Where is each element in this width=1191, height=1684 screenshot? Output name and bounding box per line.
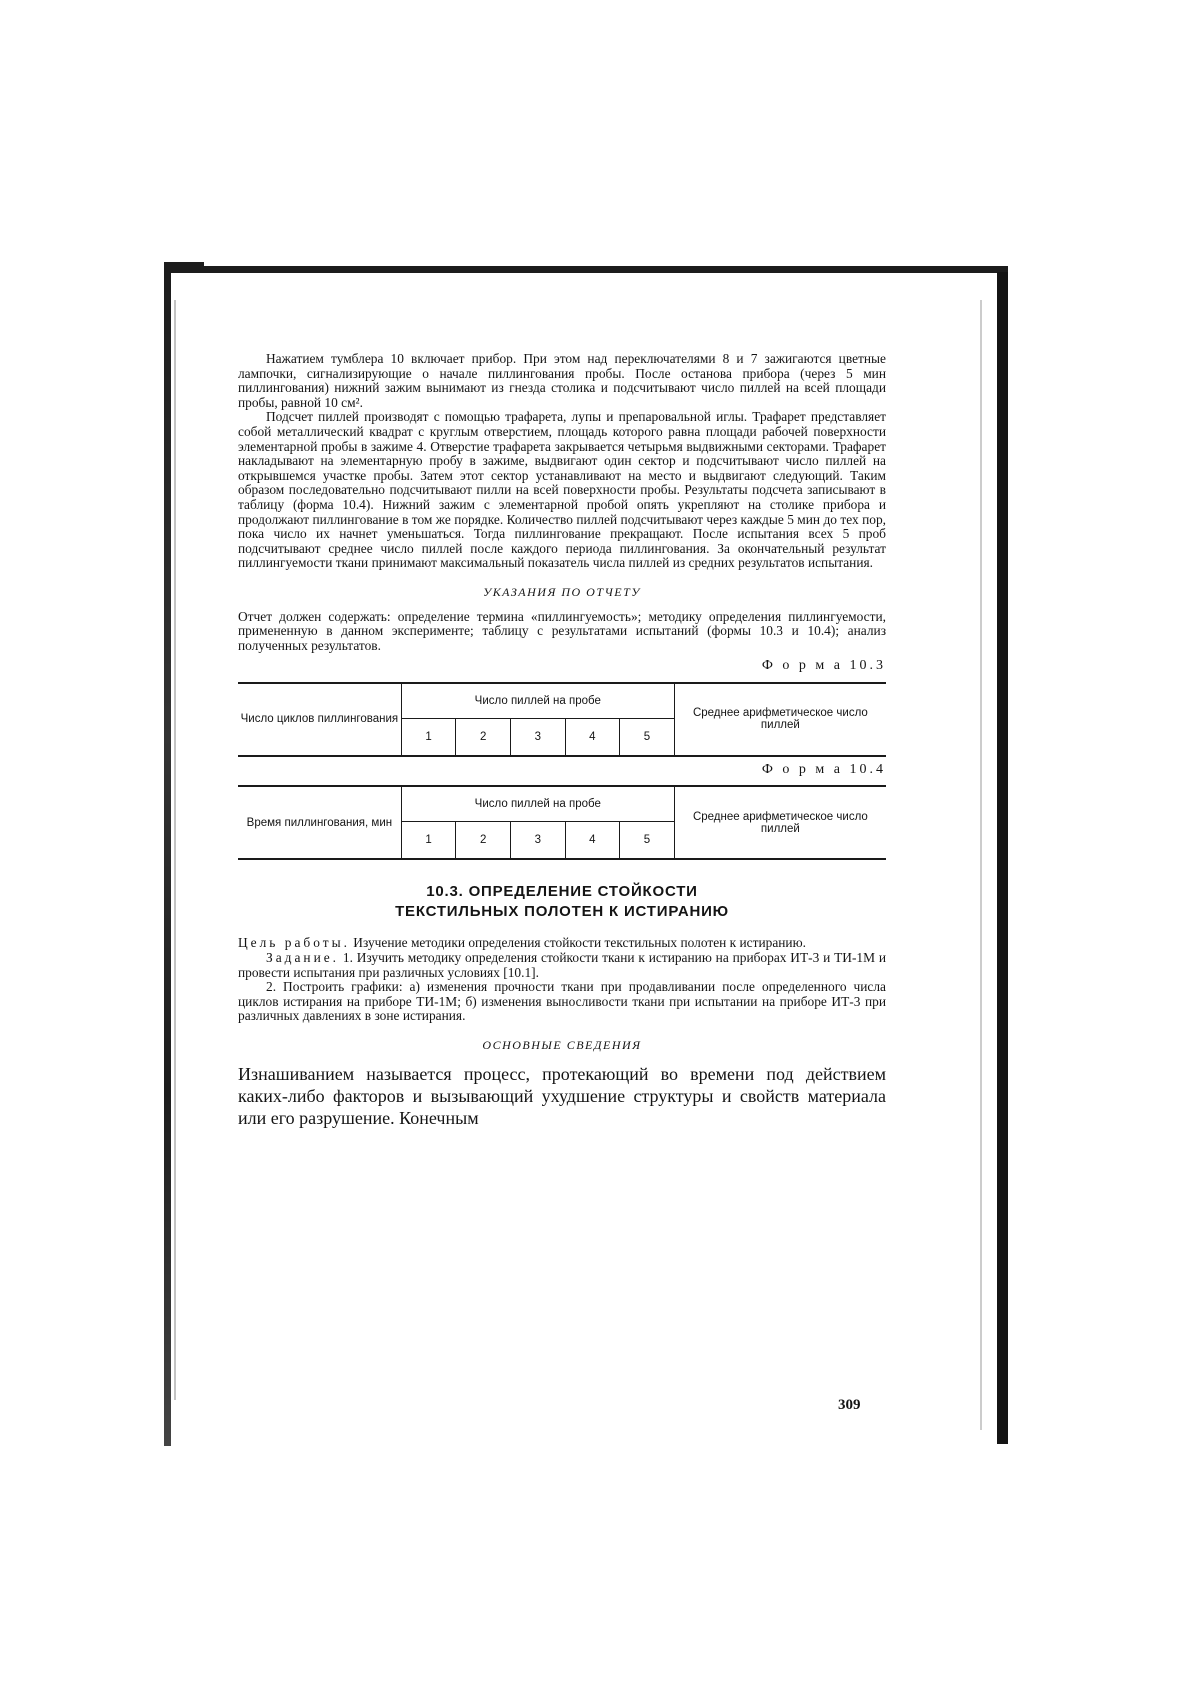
goal-paragraph	[238, 936, 886, 951]
form-a-group-header: Число пиллей на пробе	[401, 683, 674, 719]
form-b-row-header: Время пиллингования, мин	[238, 786, 401, 859]
report-text: Отчет должен содержать: определение термина «пиллингуемость»; методику определения пиллингуемости, примененную в данном эксперименте; таблицу с результатами испытаний (формы 10.3 и 10.4); анализ полученных результатов.	[238, 608, 886, 653]
form-b-col-3: 3	[510, 822, 565, 860]
form-b-table	[238, 785, 886, 860]
form-a-col-1: 1	[401, 718, 456, 756]
scan-edge-top	[168, 266, 1008, 273]
form-a-col-2: 2	[456, 718, 511, 756]
task-label: Задание.	[266, 950, 340, 966]
form-b-col-2: 2	[456, 822, 511, 860]
task-2-paragraph: 2. Построить графики: а) изменения прочности ткани при продавливании после определенного числа циклов истирания на приборе ТИ-1М; б) изменения выносливости ткани при испытании на приборе ИТ-3 при различных давлениях в зоне истирания.	[238, 979, 886, 1024]
scan-edge-right-thin	[980, 300, 982, 1430]
section-title-line-2: ТЕКСТИЛЬНЫХ ПОЛОТЕН К ИСТИРАНИЮ	[395, 903, 729, 921]
form-b-group-header: Число пиллей на пробе	[401, 786, 674, 822]
paragraph-switch: Нажатием тумблера 10 включает прибор. При этом над переключателями 8 и 7 зажигаются цветные лампочки, сигнализирующие о начале пиллингования пробы. После останова прибора (через 5 мин пиллингования) нижний зажим вынимают из гнезда столика и подсчитывают число пиллей на всей площади пробы, равной 10 см².	[238, 351, 886, 410]
basics-text: Изнашиванием называется процесс, протекающий во времени под действием каких-либо факторов и вызывающий ухудшение структуры и свойств материала или его разрушение. Конечным	[238, 1063, 886, 1128]
form-a-col-5: 5	[643, 730, 651, 743]
page-body	[238, 352, 886, 1129]
report-heading: УКАЗАНИЯ ПО ОТЧЕТУ	[483, 584, 641, 599]
form-a-row-header: Число циклов пиллингования	[238, 683, 401, 756]
scan-edge-left	[164, 266, 171, 1446]
page-number: 309	[838, 1397, 861, 1413]
form-b-col-5: 5	[643, 834, 651, 847]
section-title	[238, 882, 886, 922]
form-b-col-1: 1	[401, 822, 456, 860]
task-text: 1. Изучить методику определения стойкости ткани к истиранию на приборах ИТ-3 и ТИ-1М и провести испытания при различных условиях [10.1].	[238, 950, 886, 980]
form-a-avg-header: Среднее арифметическое число пиллей	[674, 683, 886, 756]
basics-heading: ОСНОВНЫЕ СВЕДЕНИЯ	[482, 1038, 642, 1053]
form-b-col-4: 4	[565, 822, 620, 860]
scan-edge-right	[997, 272, 1008, 1444]
task-paragraph	[238, 951, 886, 980]
form-a-label: Ф о р м а 10.3	[761, 658, 886, 674]
form-a-col-4: 4	[565, 718, 620, 756]
goal-label: Цель работы.	[238, 935, 350, 951]
form-b-avg-header: Среднее арифметическое число пиллей	[674, 786, 886, 859]
form-b-label: Ф о р м а 10.4	[761, 761, 886, 777]
paragraph-counting: Подсчет пиллей производят с помощью трафарета, лупы и препаровальной иглы. Трафарет представляет собой металлический квадрат с круглым отверстием, площадь которого равна площади рабочей поверхности элементарной пробы в зажиме 4. Отверстие трафарета закрывается четырьмя выдвижными секторами. Трафарет накладывают на элементарную пробу в зажиме, выдвигают один сектор и подсчитывают число пиллей на открывшемся участке пробы. Затем этот сектор устанавливают на место и выдвигают следующий. Таким образом последовательно подсчитывают пилли на всей поверхности пробы. Результаты подсчета записывают в таблицу (форма 10.4). Нижний зажим с элементарной пробой опять укрепляют на столике прибора и продолжают пиллингование в том же порядке. Количество пиллей подсчитывают через каждые 5 мин до тех пор, пока число их начнет уменьшаться. Тогда пиллингование прекращают. После испытания всех 5 проб подсчитывают среднее число пиллей после каждого периода пиллингования. За окончательный результат пиллингуемости ткани принимают максимальный показатель числа пиллей из средних результатов испытания.	[238, 409, 886, 571]
form-a-col-3: 3	[510, 718, 565, 756]
scan-edge-left-thin	[174, 300, 176, 1400]
goal-text: Изучение методики определения стойкости текстильных полотен к истиранию.	[349, 935, 806, 951]
section-title-line-1: 10.3. ОПРЕДЕЛЕНИЕ СТОЙКОСТИ	[426, 883, 698, 901]
form-a-table	[238, 682, 886, 757]
